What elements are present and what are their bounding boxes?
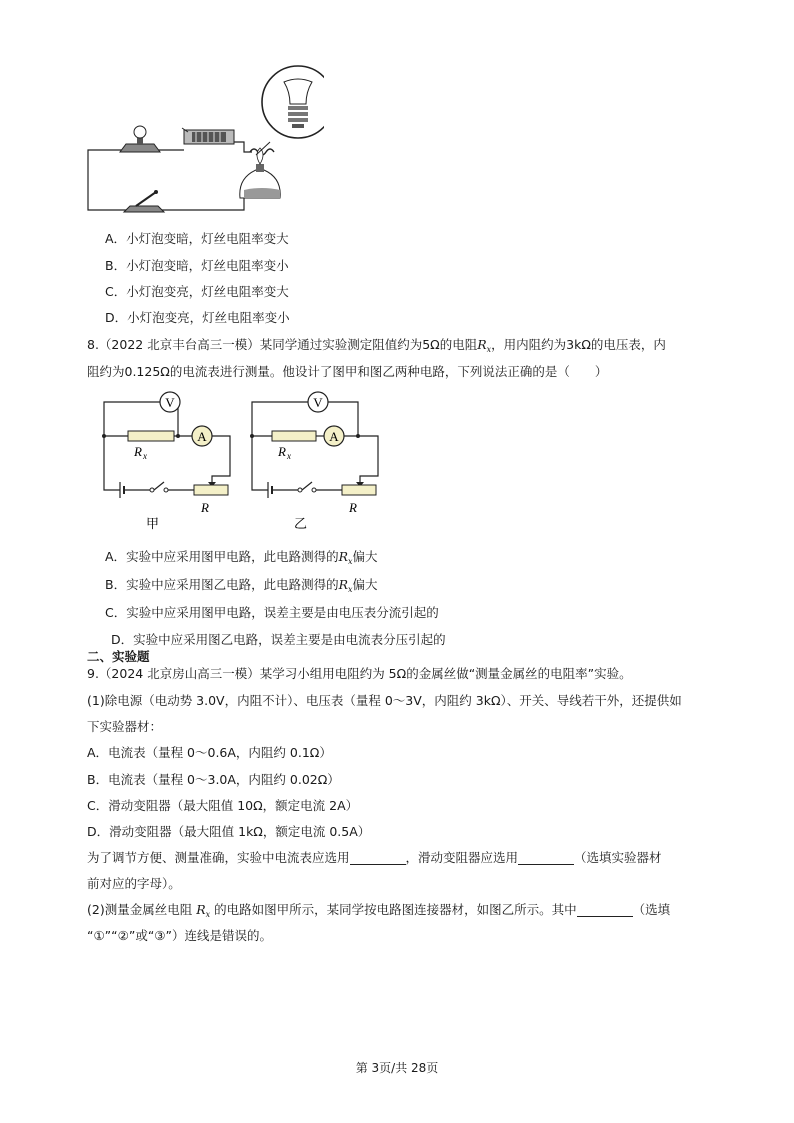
q9-option-a: A．电流表（量程 0～0.6A，内阻约 0.1Ω）: [87, 745, 332, 760]
svg-text:A: A: [197, 429, 207, 444]
q9-stem: 9.（2024 北京房山高三一模）某学习小组用电阻约为 5Ω的金属丝做“测量金属丝的电阻率”实验。: [87, 666, 632, 681]
svg-text:R: R: [349, 500, 357, 515]
section-heading: 二、实验题: [87, 649, 150, 664]
svg-text:R: R: [134, 444, 142, 459]
rheostat-yi: [342, 485, 376, 495]
q8-option-a: A．实验中应采用图甲电路，此电路测得的$R_x$偏大: [105, 549, 378, 566]
answer-blank-wire[interactable]: [577, 902, 633, 917]
q8-stem-line1: 8.（2022 北京丰台高三一模）某同学通过实验测定阻值约为5Ω的电阻$R_x$，用内阻约为3kΩ的电压表，内: [87, 337, 666, 354]
resistor-rx-jia: [128, 431, 174, 441]
answer-blank-rheostat[interactable]: [518, 850, 574, 865]
svg-text:A: A: [329, 429, 339, 444]
q9-part2-line2: “①”“②”或“③”）连线是错误的。: [87, 928, 272, 943]
q9-fill-line2: 前对应的字母）。: [87, 876, 181, 891]
q7-option-d: D．小灯泡变亮，灯丝电阻率变小: [105, 310, 290, 325]
q8-circuit-figures: [84, 386, 404, 538]
q9-option-b: B．电流表（量程 0～3.0A，内阻约 0.02Ω）: [87, 772, 340, 787]
svg-text:V: V: [165, 395, 175, 410]
q7-apparatus-figure: [84, 60, 324, 220]
q9-option-c: C．滑动变阻器（最大阻值 10Ω，额定电流 2A）: [87, 798, 359, 813]
svg-text:R: R: [201, 500, 209, 515]
svg-text:V: V: [313, 395, 323, 410]
coil-tube: [182, 128, 234, 144]
q7-option-b: B．小灯泡变暗，灯丝电阻率变小: [105, 258, 289, 273]
q9-part2-line1: (2)测量金属丝电阻 $R_x$ 的电路如图甲所示，某同学按电路图连接器材，如图乙所示。其中 （选填: [87, 902, 671, 919]
q9-fill-line1: 为了调节方便、测量准确，实验中电流表应选用 ，滑动变阻器应选用 （选填实验器材: [87, 850, 662, 865]
q9-option-d: D．滑动变阻器（最大阻值 1kΩ，额定电流 0.5A）: [87, 824, 371, 839]
svg-text:R: R: [278, 444, 286, 459]
q8-stem-line2: 阻约为0.125Ω的电流表进行测量。他设计了图甲和图乙两种电路，下列说法正确的是（ ）: [87, 364, 608, 379]
q8-option-c: C．实验中应采用图甲电路，误差主要是由电压表分流引起的: [105, 605, 439, 620]
q8-option-b: B．实验中应采用图乙电路，此电路测得的$R_x$偏大: [105, 577, 378, 594]
rheostat-jia: [194, 485, 228, 495]
q8-option-d: D．实验中应采用图乙电路，误差主要是由电流表分压引起的: [111, 632, 446, 647]
circuit-jia: [102, 392, 230, 531]
circuit-yi: [250, 392, 378, 531]
q7-option-a: A．小灯泡变暗，灯丝电阻率变大: [105, 231, 289, 246]
caption-jia: 甲: [146, 516, 160, 531]
page-footer: 第 3页/共 28页: [355, 1061, 439, 1075]
caption-yi: 乙: [294, 516, 308, 531]
answer-blank-ammeter[interactable]: [350, 850, 406, 865]
q9-part1-line1: (1)除电源（电动势 3.0V，内阻不计）、电压表（量程 0～3V，内阻约 3kΩ）、开关、导线若干外，还提供如: [87, 693, 682, 708]
knife-switch: [124, 190, 164, 212]
svg-text:x: x: [143, 451, 147, 461]
alcohol-lamp: [240, 148, 280, 198]
resistor-rx-yi: [272, 431, 316, 441]
magnified-bulb: [256, 66, 324, 155]
q7-option-c: C．小灯泡变亮，灯丝电阻率变大: [105, 284, 289, 299]
svg-text:x: x: [287, 451, 291, 461]
bulb-on-base: [120, 126, 160, 152]
q9-part1-line2: 下实验器材：: [87, 719, 163, 734]
